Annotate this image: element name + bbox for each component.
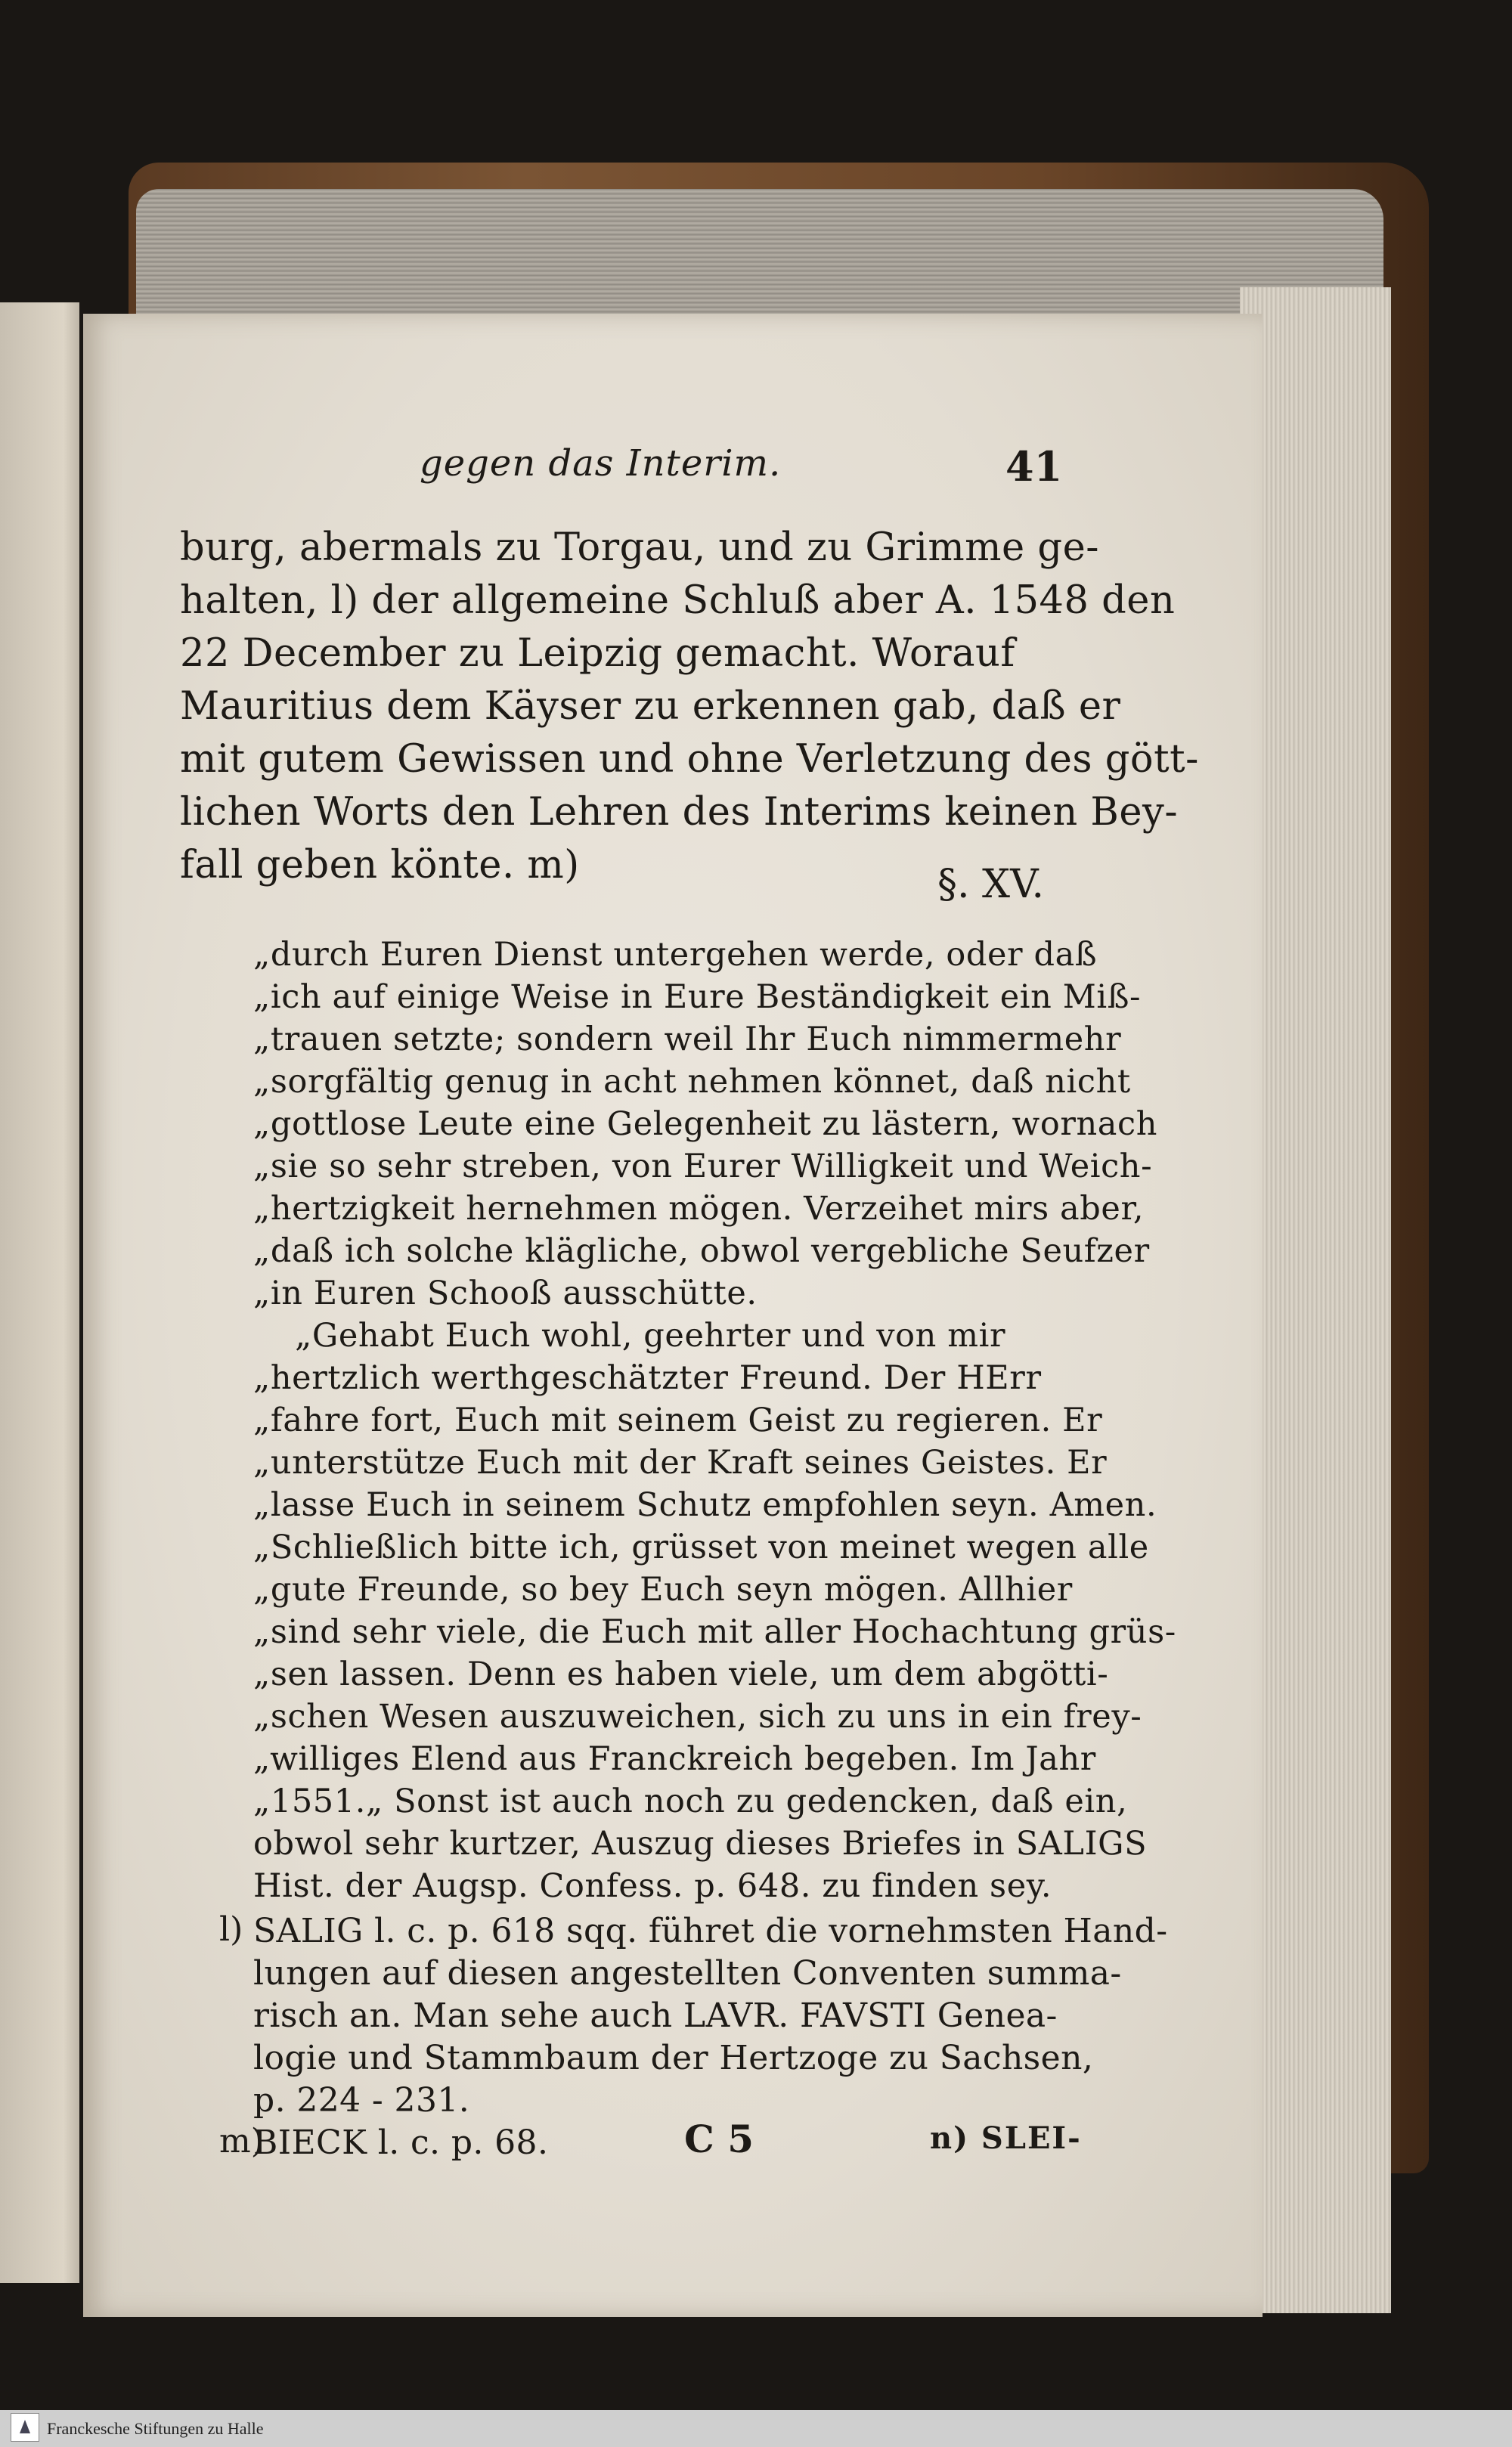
footnote-line: lungen auf diesen angestellten Conventen summa- (253, 1954, 1122, 1993)
main-text-line: 22 December zu Leipzig gemacht. Worauf (180, 631, 1015, 676)
quote-line: obwol sehr kurtzer, Auszug dieses Briefes in SALIGS (253, 1825, 1148, 1863)
quote-line: „sie so sehr streben, von Eurer Willigkeit und Weich- (253, 1148, 1153, 1185)
footnote-label: m) (219, 2122, 264, 2160)
quote-line: „1551.„ Sonst ist auch noch zu gedencken, daß ein, (253, 1783, 1128, 1820)
footnote-line: BIECK l. c. p. 68. (253, 2123, 549, 2162)
running-head: gegen das Interim. (420, 442, 782, 485)
footer-bar (0, 2410, 1512, 2447)
quote-line: Hist. der Augsp. Confess. p. 648. zu finden sey. (253, 1867, 1052, 1905)
quote-line: „durch Euren Dienst untergehen werde, oder daß (253, 936, 1098, 974)
footnote-line: logie und Stammbaum der Hertzoge zu Sachsen, (253, 2039, 1094, 2077)
quote-line: „williges Elend aus Franckreich begeben. Im Jahr (253, 1740, 1096, 1778)
main-text-line: mit gutem Gewissen und ohne Verletzung des gött- (180, 737, 1199, 782)
main-text-line: lichen Worts den Lehren des Interims keinen Bey- (180, 790, 1179, 835)
quote-line: „lasse Euch in seinem Schutz empfohlen seyn. Amen. (253, 1486, 1157, 1524)
main-text-line: halten, l) der allgemeine Schluß aber A. 1548 den (180, 578, 1176, 623)
quote-line: „Schließlich bitte ich, grüsset von meinet wegen alle (253, 1529, 1149, 1566)
catchword: n) SLEI- (930, 2120, 1082, 2156)
main-text-line: fall geben könte. m) (180, 843, 580, 887)
page-edges-top (136, 189, 1383, 325)
section-heading: §. XV. (937, 862, 1045, 907)
quote-line: „fahre fort, Euch mit seinem Geist zu regieren. Er (253, 1402, 1103, 1439)
quote-line: „daß ich solche klägliche, obwol vergebliche Seufzer (253, 1232, 1150, 1270)
institution-logo-icon (11, 2413, 39, 2442)
footnote-line: risch an. Man sehe auch LAVR. FAVSTI Genea- (253, 1996, 1058, 2035)
quote-line: „sorgfältig genug in acht nehmen könnet, daß nicht (253, 1063, 1131, 1101)
quote-line: „sind sehr viele, die Euch mit aller Hochachtung grüs- (253, 1613, 1176, 1651)
page-number: 41 (1005, 442, 1063, 491)
page-edges-right (1240, 287, 1391, 2313)
institution-credit: Franckesche Stiftungen zu Halle (47, 2419, 264, 2438)
quote-line: „gottlose Leute eine Gelegenheit zu lästern, wornach (253, 1105, 1158, 1143)
quote-line: „unterstütze Euch mit der Kraft seines Geistes. Er (253, 1444, 1108, 1482)
signature-mark: C 5 (684, 2117, 754, 2161)
quote-line: „Gehabt Euch wohl, geehrter und von mir (295, 1317, 1006, 1355)
main-text-line: Mauritius dem Käyser zu erkennen gab, daß er (180, 684, 1121, 729)
quote-line: „ich auf einige Weise in Eure Beständigkeit ein Miß- (253, 978, 1142, 1016)
quote-line: „in Euren Schooß ausschütte. (253, 1275, 758, 1312)
main-text-line: burg, abermals zu Torgau, und zu Grimme ge- (180, 525, 1099, 570)
footnote-line: SALIG l. c. p. 618 sqq. führet die vornehmsten Hand- (253, 1912, 1168, 1950)
footnote-line: p. 224 - 231. (253, 2081, 470, 2120)
left-page-edge (0, 302, 79, 2283)
footnote-label: l) (219, 1910, 243, 1949)
quote-line: „hertzigkeit hernehmen mögen. Verzeihet mirs aber, (253, 1190, 1145, 1228)
quote-line: „schen Wesen auszuweichen, sich zu uns in ein frey- (253, 1698, 1142, 1736)
quote-line: „gute Freunde, so bey Euch seyn mögen. Allhier (253, 1571, 1073, 1609)
quote-line: „trauen setzte; sondern weil Ihr Euch nimmermehr (253, 1021, 1122, 1058)
quote-line: „sen lassen. Denn es haben viele, um dem abgötti- (253, 1656, 1109, 1693)
quote-line: „hertzlich werthgeschätzter Freund. Der HErr (253, 1359, 1042, 1397)
